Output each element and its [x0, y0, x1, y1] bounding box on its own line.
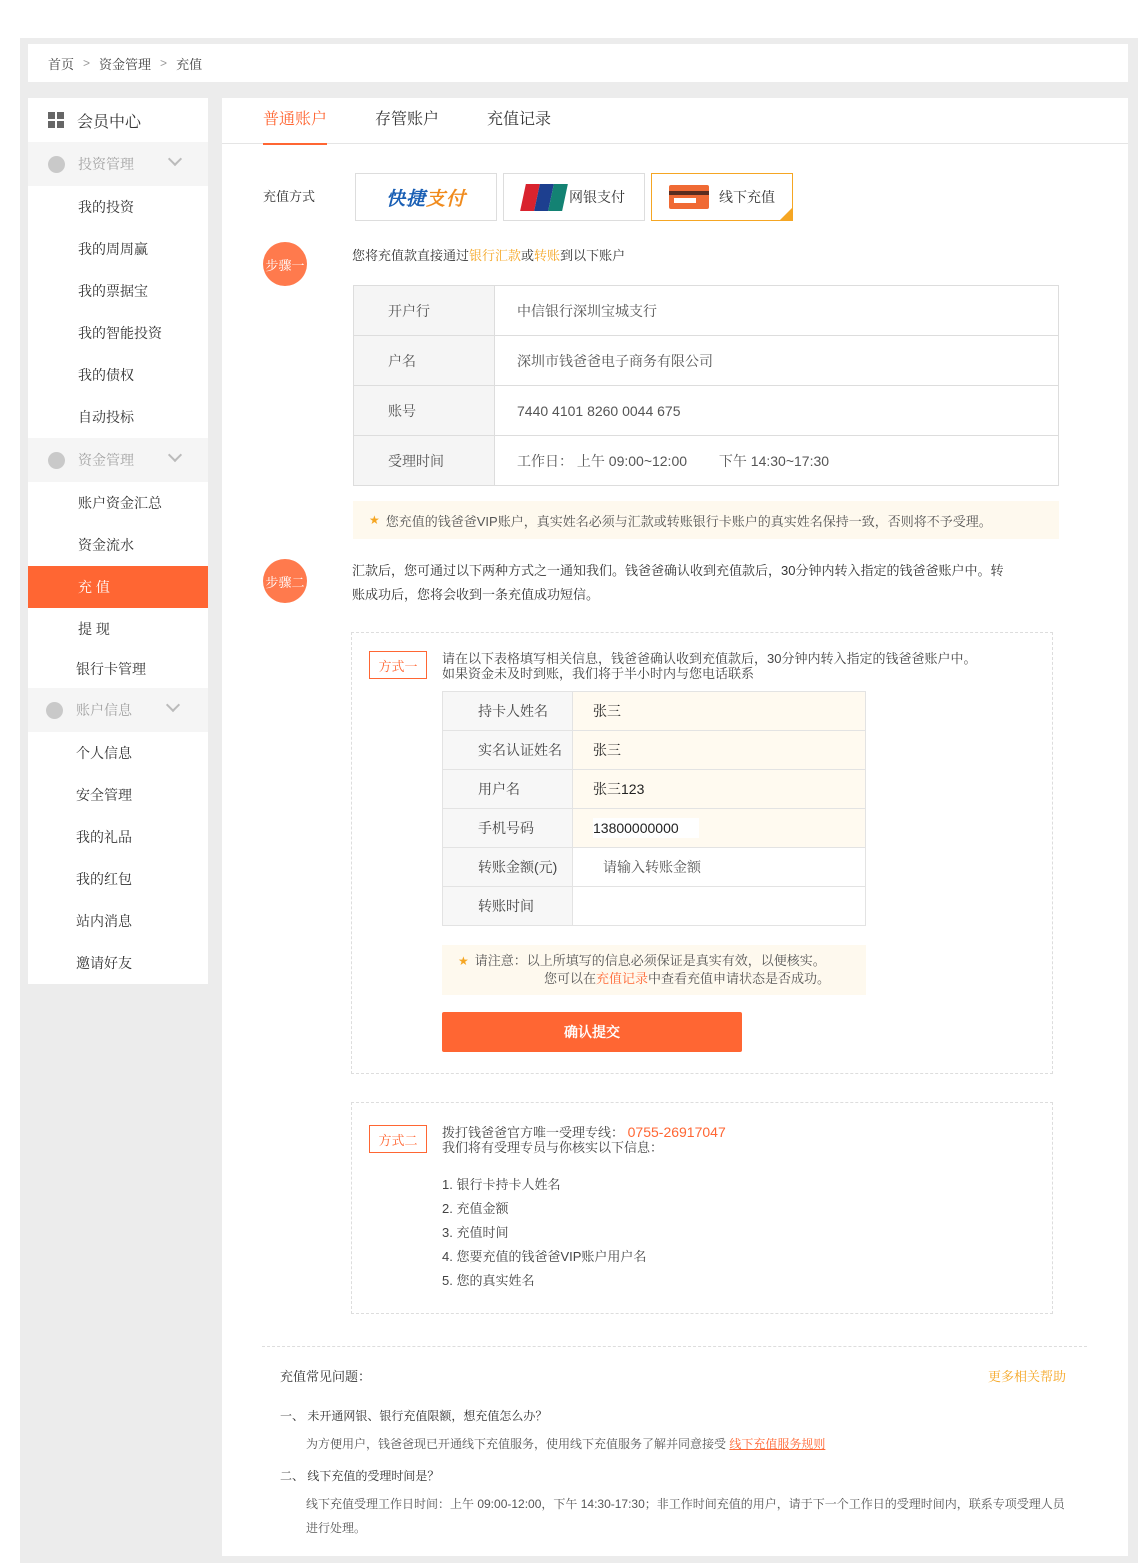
recharge-records-link[interactable]: 充值记录 — [596, 971, 649, 986]
list-item: 4. 您要充值的钱爸爸VIP账户用户名 — [442, 1249, 647, 1264]
chevron-down-icon — [168, 448, 182, 462]
method-one-desc — [442, 651, 976, 681]
list-item: 2. 充值金额 — [442, 1201, 509, 1216]
step-one-text — [352, 244, 625, 268]
phone-field-value: 13800000000 — [593, 818, 699, 838]
table-row — [443, 692, 866, 731]
verify-info-list — [442, 1173, 646, 1293]
list-item: 5. 您的真实姓名 — [442, 1273, 535, 1288]
info-notice-text2a: 您可以在 — [544, 971, 597, 986]
step-two-line1: 汇款后，您可通过以下两种方式之一通知我们。钱爸爸确认收到充值款后，30分钟内转入指定的钱爸爸账户中。转 — [352, 563, 1004, 578]
highlight-bank-remit: 银行汇款 — [469, 248, 522, 263]
method-one-box — [351, 632, 1053, 1074]
real-name-field[interactable]: 张三 — [573, 731, 866, 770]
username-field[interactable]: 张三123 — [573, 770, 866, 809]
step-two-line2: 账成功后，您将会收到一条充值成功短信。 — [352, 587, 600, 602]
chevron-right-icon: > — [160, 56, 168, 70]
step-one-text-c: 到以下账户 — [560, 248, 626, 263]
sidebar-item-fund-flow[interactable]: 资金流水 — [28, 524, 208, 566]
selected-check-icon — [779, 207, 793, 221]
sidebar-item-red-packets[interactable]: 我的红包 — [28, 858, 208, 900]
chevron-down-icon — [168, 152, 182, 166]
sidebar-item-bill-treasure[interactable]: 我的票据宝 — [28, 270, 208, 312]
step-one-text-a: 您将充值款直接通过 — [352, 248, 470, 263]
sidebar-item-gifts[interactable]: 我的礼品 — [28, 816, 208, 858]
quick-pay-logo-b: 支付 — [426, 188, 467, 210]
sidebar-header[interactable] — [28, 98, 208, 142]
gear-icon — [46, 702, 63, 719]
table-value: 深圳市钱爸爸电子商务有限公司 — [495, 336, 1059, 386]
unionpay-icon — [523, 184, 565, 211]
sidebar-item-recharge[interactable]: 充 值 — [28, 566, 208, 608]
method-two-tag: 方式二 — [369, 1125, 427, 1153]
table-key: 账号 — [354, 386, 495, 436]
pay-option-offline-label: 线下充值 — [719, 189, 775, 205]
transfer-info-form — [442, 691, 866, 926]
table-value: 中信银行深圳宝城支行 — [495, 286, 1059, 336]
star-icon: ★ — [369, 513, 380, 527]
form-label: 实名认证姓名 — [443, 731, 573, 770]
sidebar-group-label: 账户信息 — [76, 702, 132, 718]
table-row — [354, 286, 1059, 336]
table-row — [443, 809, 866, 848]
sidebar-group-label: 资金管理 — [78, 452, 134, 468]
step-two-badge: 步骤二 — [263, 559, 307, 603]
quick-pay-logo — [386, 184, 466, 211]
info-notice-text1: 请注意：以上所填写的信息必须保证是真实有效，以便核实。 — [474, 953, 826, 968]
form-label: 持卡人姓名 — [443, 692, 573, 731]
method-two-box — [351, 1102, 1053, 1314]
table-key: 户名 — [354, 336, 495, 386]
info-notice-line2 — [442, 970, 866, 988]
phone-field[interactable] — [573, 809, 866, 848]
sidebar-item-security[interactable]: 安全管理 — [28, 774, 208, 816]
table-row — [443, 848, 866, 887]
breadcrumb-home-link[interactable]: 首页 — [48, 56, 75, 72]
table-row — [354, 336, 1059, 386]
pay-method-label: 充值方式 — [263, 189, 316, 204]
highlight-transfer: 转账 — [534, 248, 561, 263]
form-label: 用户名 — [443, 770, 573, 809]
funds-icon — [48, 452, 65, 469]
sidebar — [28, 98, 208, 984]
sidebar-item-invite[interactable]: 邀请好友 — [28, 942, 208, 984]
pay-option-unionpay[interactable] — [503, 173, 645, 221]
chevron-right-icon: > — [83, 56, 91, 70]
info-notice — [442, 945, 866, 995]
sidebar-item-weekly-win[interactable]: 我的周周赢 — [28, 228, 208, 270]
card-holder-field[interactable]: 张三 — [573, 692, 866, 731]
table-row — [443, 731, 866, 770]
list-item: 1. 银行卡持卡人姓名 — [442, 1177, 561, 1192]
breadcrumb — [28, 44, 1128, 82]
sidebar-item-auto-bid[interactable]: 自动投标 — [28, 396, 208, 438]
faq-divider — [262, 1346, 1087, 1347]
sidebar-item-personal-info[interactable]: 个人信息 — [28, 732, 208, 774]
sidebar-item-fund-summary[interactable]: 账户资金汇总 — [28, 482, 208, 524]
tab-bar — [222, 98, 1128, 144]
quick-pay-logo-a: 快捷 — [385, 188, 426, 210]
table-row — [354, 386, 1059, 436]
faq-answer-2: 线下充值受理工作日时间：上午 09:00-12:00，下午 14:30-17:30；非工作时间充值的用户，请于下一个工作日的受理时间内，联系专项受理人员进行处理。 — [306, 1497, 1065, 1535]
transfer-amount-input[interactable]: 请输入转账金额 — [573, 848, 866, 887]
sidebar-item-my-claims[interactable]: 我的债权 — [28, 354, 208, 396]
breadcrumb-funds-link[interactable]: 资金管理 — [99, 56, 152, 72]
transfer-time-input[interactable] — [573, 887, 866, 926]
method-two-line2: 我们将有受理专员与你核实以下信息： — [442, 1140, 664, 1155]
table-row — [443, 770, 866, 809]
step-two-text — [352, 559, 1003, 607]
method-two-line1-text: 拨打钱爸爸官方唯一受理专线： — [442, 1125, 625, 1140]
info-notice-text2b: 中查看充值申请状态是否成功。 — [648, 971, 831, 986]
bank-card-icon — [669, 185, 709, 209]
sidebar-item-bank-cards[interactable]: 银行卡管理 — [28, 650, 208, 688]
sidebar-group-account[interactable] — [28, 688, 208, 732]
form-label: 手机号码 — [443, 809, 573, 848]
sidebar-item-withdraw[interactable]: 提 现 — [28, 608, 208, 650]
name-match-warning-text: 您充值的钱爸爸VIP账户，真实姓名必须与汇款或转账银行卡账户的真实姓名保持一致，否则将不予受理。 — [385, 513, 992, 529]
info-notice-line1 — [442, 952, 866, 970]
sidebar-group-label: 投资管理 — [78, 156, 134, 172]
step-one-badge: 步骤一 — [263, 242, 307, 286]
tab-normal-account[interactable]: 普通账户 — [263, 98, 327, 144]
method-one-desc-line1: 请在以下表格填写相关信息，钱爸爸确认收到充值款后，30分钟内转入指定的钱爸爸账户中。 — [442, 651, 977, 666]
confirm-submit-button[interactable]: 确认提交 — [442, 1012, 742, 1052]
pay-option-unionpay-label: 网银支付 — [569, 189, 625, 205]
name-match-warning — [353, 501, 1059, 539]
sidebar-group-invest[interactable] — [28, 142, 208, 186]
sidebar-item-my-invest[interactable]: 我的投资 — [28, 186, 208, 228]
money-bag-icon — [48, 156, 65, 173]
sidebar-group-funds[interactable] — [28, 438, 208, 482]
pay-option-offline[interactable] — [651, 173, 793, 221]
table-row — [443, 887, 866, 926]
method-two-desc — [442, 1125, 726, 1155]
faq-answer-1 — [306, 1432, 1066, 1456]
faq-title: 充值常见问题： — [280, 1369, 372, 1384]
method-two-line1 — [442, 1125, 726, 1140]
table-key: 受理时间 — [354, 436, 495, 486]
list-item: 3. 充值时间 — [442, 1225, 509, 1240]
form-label: 转账金额(元) — [443, 848, 573, 887]
tab-recharge-records[interactable]: 充值记录 — [487, 111, 552, 128]
sidebar-title: 会员中心 — [77, 113, 142, 131]
table-row — [354, 436, 1059, 486]
offline-rules-link[interactable]: 线下充值服务规则 — [729, 1437, 826, 1451]
more-help-link[interactable]: 更多相关帮助 — [987, 1369, 1066, 1384]
form-label: 转账时间 — [443, 887, 573, 926]
table-value: 工作日： 上午 09:00~12:00 下午 14:30~17:30 — [495, 436, 1059, 486]
method-one-desc-line2: 如果资金未及时到账，我们将于半小时内与您电话联系 — [442, 666, 755, 681]
faq-answer-1-text: 为方便用户，钱爸爸现已开通线下充值服务，使用线下充值服务了解并同意接受 — [306, 1437, 730, 1451]
breadcrumb-current: 充值 — [176, 56, 203, 72]
bank-account-table — [353, 285, 1059, 486]
sidebar-item-messages[interactable]: 站内消息 — [28, 900, 208, 942]
pay-option-quick[interactable] — [355, 173, 497, 221]
sidebar-item-smart-invest[interactable]: 我的智能投资 — [28, 312, 208, 354]
method-one-tag: 方式一 — [369, 651, 427, 679]
step-one-text-b: 或 — [521, 248, 535, 263]
table-key: 开户行 — [354, 286, 495, 336]
hotline-number: 0755-26917047 — [627, 1124, 726, 1140]
faq-question-1: 一、 未开通网银、银行充值限额，想充值怎么办？ — [280, 1409, 548, 1423]
chevron-down-icon — [166, 698, 180, 712]
faq-question-2: 二、 线下充值的受理时间是？ — [280, 1469, 440, 1483]
tab-custody-account[interactable]: 存管账户 — [375, 111, 440, 128]
main-panel — [222, 98, 1128, 1556]
table-value: 7440 4101 8260 0044 675 — [495, 386, 1059, 436]
grid-icon — [48, 112, 64, 128]
star-icon: ★ — [458, 954, 469, 968]
